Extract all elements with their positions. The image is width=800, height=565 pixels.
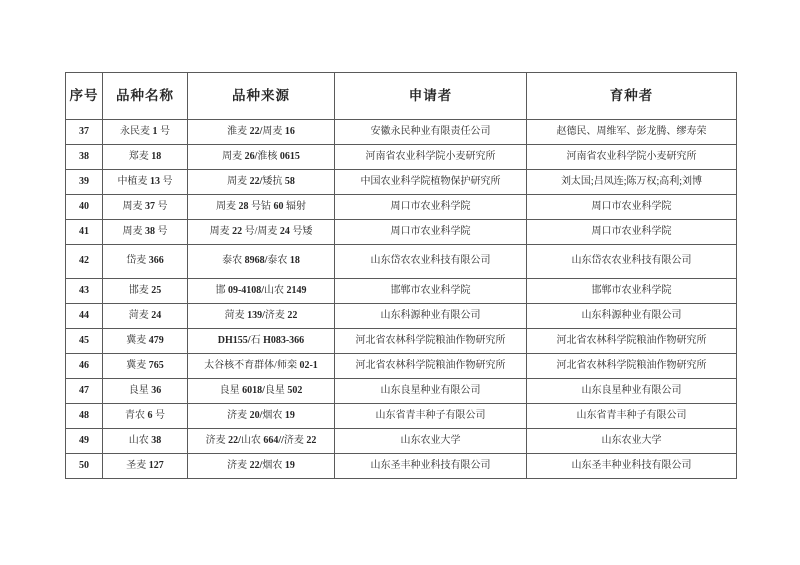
- table-row: [66, 429, 737, 454]
- cell-applicant: 河北省农林科学院粮油作物研究所: [335, 329, 527, 354]
- table-row: [66, 454, 737, 479]
- cell-applicant: 山东科源种业有限公司: [335, 304, 527, 329]
- cell-applicant: 山东岱农农业科技有限公司: [335, 245, 527, 279]
- cell-no: 37: [66, 120, 103, 145]
- cell-breeder: 刘太国;吕凤连;陈万权;高利;刘博: [527, 170, 737, 195]
- cell-no: 40: [66, 195, 103, 220]
- cell-no: 41: [66, 220, 103, 245]
- cell-no: 50: [66, 454, 103, 479]
- cell-no: 43: [66, 279, 103, 304]
- table-row: [66, 404, 737, 429]
- cell-applicant: 河南省农业科学院小麦研究所: [335, 145, 527, 170]
- cell-applicant: 山东良星种业有限公司: [335, 379, 527, 404]
- table-row: [66, 245, 737, 279]
- cell-breeder: 山东农业大学: [527, 429, 737, 454]
- cell-name: 郑麦 18: [103, 145, 188, 170]
- cell-name: 菏麦 24: [103, 304, 188, 329]
- column-header-breeder: 育种者: [527, 73, 737, 120]
- cell-name: 周麦 38 号: [103, 220, 188, 245]
- cell-applicant: 山东圣丰种业科技有限公司: [335, 454, 527, 479]
- table-row: [66, 120, 737, 145]
- cell-source: 济麦 22/烟农 19: [188, 454, 335, 479]
- cell-source: 周麦 22/矮抗 58: [188, 170, 335, 195]
- cell-no: 38: [66, 145, 103, 170]
- column-header-name: 品种名称: [103, 73, 188, 120]
- cell-no: 42: [66, 245, 103, 279]
- cell-source: 济麦 22/山农 664//济麦 22: [188, 429, 335, 454]
- cell-applicant: 中国农业科学院植物保护研究所: [335, 170, 527, 195]
- cell-no: 44: [66, 304, 103, 329]
- cell-breeder: 河南省农业科学院小麦研究所: [527, 145, 737, 170]
- column-header-no: 序号: [66, 73, 103, 120]
- cell-breeder: 山东科源种业有限公司: [527, 304, 737, 329]
- cell-breeder: 山东良星种业有限公司: [527, 379, 737, 404]
- cell-no: 49: [66, 429, 103, 454]
- cell-source: 周麦 28 号钴 60 辐射: [188, 195, 335, 220]
- table-row: [66, 379, 737, 404]
- cell-name: 冀麦 765: [103, 354, 188, 379]
- cell-no: 45: [66, 329, 103, 354]
- cell-applicant: 山东农业大学: [335, 429, 527, 454]
- cell-name: 冀麦 479: [103, 329, 188, 354]
- cell-no: 46: [66, 354, 103, 379]
- cell-applicant: 周口市农业科学院: [335, 195, 527, 220]
- table-row: [66, 170, 737, 195]
- cell-breeder: 山东圣丰种业科技有限公司: [527, 454, 737, 479]
- cell-name: 良星 36: [103, 379, 188, 404]
- cell-name: 山农 38: [103, 429, 188, 454]
- table-row: [66, 195, 737, 220]
- cell-source: 济麦 20/烟农 19: [188, 404, 335, 429]
- cell-applicant: 邯郸市农业科学院: [335, 279, 527, 304]
- cell-breeder: 山东岱农农业科技有限公司: [527, 245, 737, 279]
- cell-source: 菏麦 139/济麦 22: [188, 304, 335, 329]
- cell-breeder: 山东省青丰种子有限公司: [527, 404, 737, 429]
- cell-name: 永民麦 1 号: [103, 120, 188, 145]
- cell-breeder: 河北省农林科学院粮油作物研究所: [527, 354, 737, 379]
- table-row: [66, 354, 737, 379]
- cell-source: 邯 09-4108/山农 2149: [188, 279, 335, 304]
- variety-table: [65, 72, 737, 479]
- cell-applicant: 周口市农业科学院: [335, 220, 527, 245]
- table-row: [66, 304, 737, 329]
- cell-name: 中植麦 13 号: [103, 170, 188, 195]
- cell-source: 良星 6018/良星 502: [188, 379, 335, 404]
- cell-source: 周麦 22 号/周麦 24 号矮: [188, 220, 335, 245]
- cell-source: 周麦 26/淮核 0615: [188, 145, 335, 170]
- cell-source: 太谷核不育群体/师栾 02-1: [188, 354, 335, 379]
- cell-no: 39: [66, 170, 103, 195]
- cell-no: 47: [66, 379, 103, 404]
- table-row: [66, 329, 737, 354]
- cell-breeder: 周口市农业科学院: [527, 220, 737, 245]
- cell-name: 邯麦 25: [103, 279, 188, 304]
- header-row: [66, 73, 737, 120]
- cell-breeder: 赵德民、周维军、彭龙腾、缪寿荣: [527, 120, 737, 145]
- cell-source: DH155/石 H083-366: [188, 329, 335, 354]
- cell-name: 青农 6 号: [103, 404, 188, 429]
- cell-breeder: 河北省农林科学院粮油作物研究所: [527, 329, 737, 354]
- cell-breeder: 邯郸市农业科学院: [527, 279, 737, 304]
- table-row: [66, 145, 737, 170]
- table-row: [66, 220, 737, 245]
- cell-applicant: 安徽永民种业有限责任公司: [335, 120, 527, 145]
- cell-no: 48: [66, 404, 103, 429]
- column-header-source: 品种来源: [188, 73, 335, 120]
- cell-applicant: 河北省农林科学院粮油作物研究所: [335, 354, 527, 379]
- cell-source: 泰农 8968/泰农 18: [188, 245, 335, 279]
- table-row: [66, 279, 737, 304]
- cell-name: 周麦 37 号: [103, 195, 188, 220]
- cell-applicant: 山东省青丰种子有限公司: [335, 404, 527, 429]
- cell-source: 淮麦 22/周麦 16: [188, 120, 335, 145]
- column-header-applicant: 申请者: [335, 73, 527, 120]
- cell-name: 岱麦 366: [103, 245, 188, 279]
- cell-breeder: 周口市农业科学院: [527, 195, 737, 220]
- cell-name: 圣麦 127: [103, 454, 188, 479]
